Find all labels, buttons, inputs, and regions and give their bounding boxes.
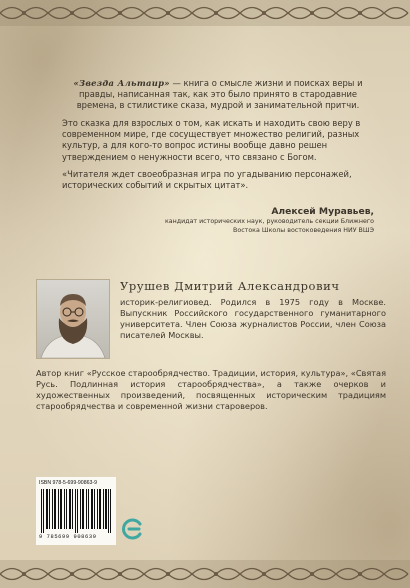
- reviewer-role: кандидат исторических наук, руководитель секции Ближнего Востока Школы востоковедения НИУ ВШЭ: [164, 218, 374, 234]
- bottom-ornament-icon: [0, 560, 410, 588]
- book-title: «Звезда Альтаир»: [73, 78, 170, 88]
- blurb-paragraph-1: [62, 78, 374, 112]
- isbn-number: ISBN 978-5-699-90863-9: [39, 480, 97, 486]
- author-bio: историк-религиовед. Родился в 1975 году в Москве. Выпускник Российского государственного гуманитарного университета. Член Союза журналистов России, член Союза писателей Москвы.: [120, 297, 386, 340]
- author-photo: [36, 279, 110, 359]
- top-ornament-icon: [0, 0, 410, 26]
- blurb-paragraph-2: Это сказка для взрослых о том, как искать и находить свою веру в современном мире, где сосуществует множество религий, разных культур, а для кого-то вопрос истины вообще давно решен утверждением о ненужности всего, что связано с Богом.: [62, 118, 361, 162]
- barcode-icon: [39, 489, 113, 533]
- reviewer-name: Алексей Муравьев,: [271, 206, 374, 217]
- isbn-barcode: [36, 477, 116, 545]
- blurb-paragraph-1-text: — книга о смысле жизни и поисках веры и правды, написанная так, как это было принято в стародавние времена, в стилистике сказа, мудрой и занимательной притчи.: [76, 78, 363, 111]
- eksmo-logo-icon: [122, 518, 144, 540]
- author-books: Автор книг «Русское старообрядчество. Традиции, история, культура», «Святая Русь. Подлинная история старообрядчества», а также очерков и художественных произведений, посвященных историческим традициям старообрядчества и современной жизни староверов.: [36, 368, 386, 411]
- author-name: Урушев Дмитрий Александрович: [120, 279, 340, 293]
- barcode-digits: 9 785699 908639: [39, 534, 97, 540]
- reviewer-block: [164, 206, 374, 235]
- blurb-quote: «Читателя ждет своеобразная игра по угадыванию персонажей, исторических событий и скрытых цитат».: [62, 169, 352, 191]
